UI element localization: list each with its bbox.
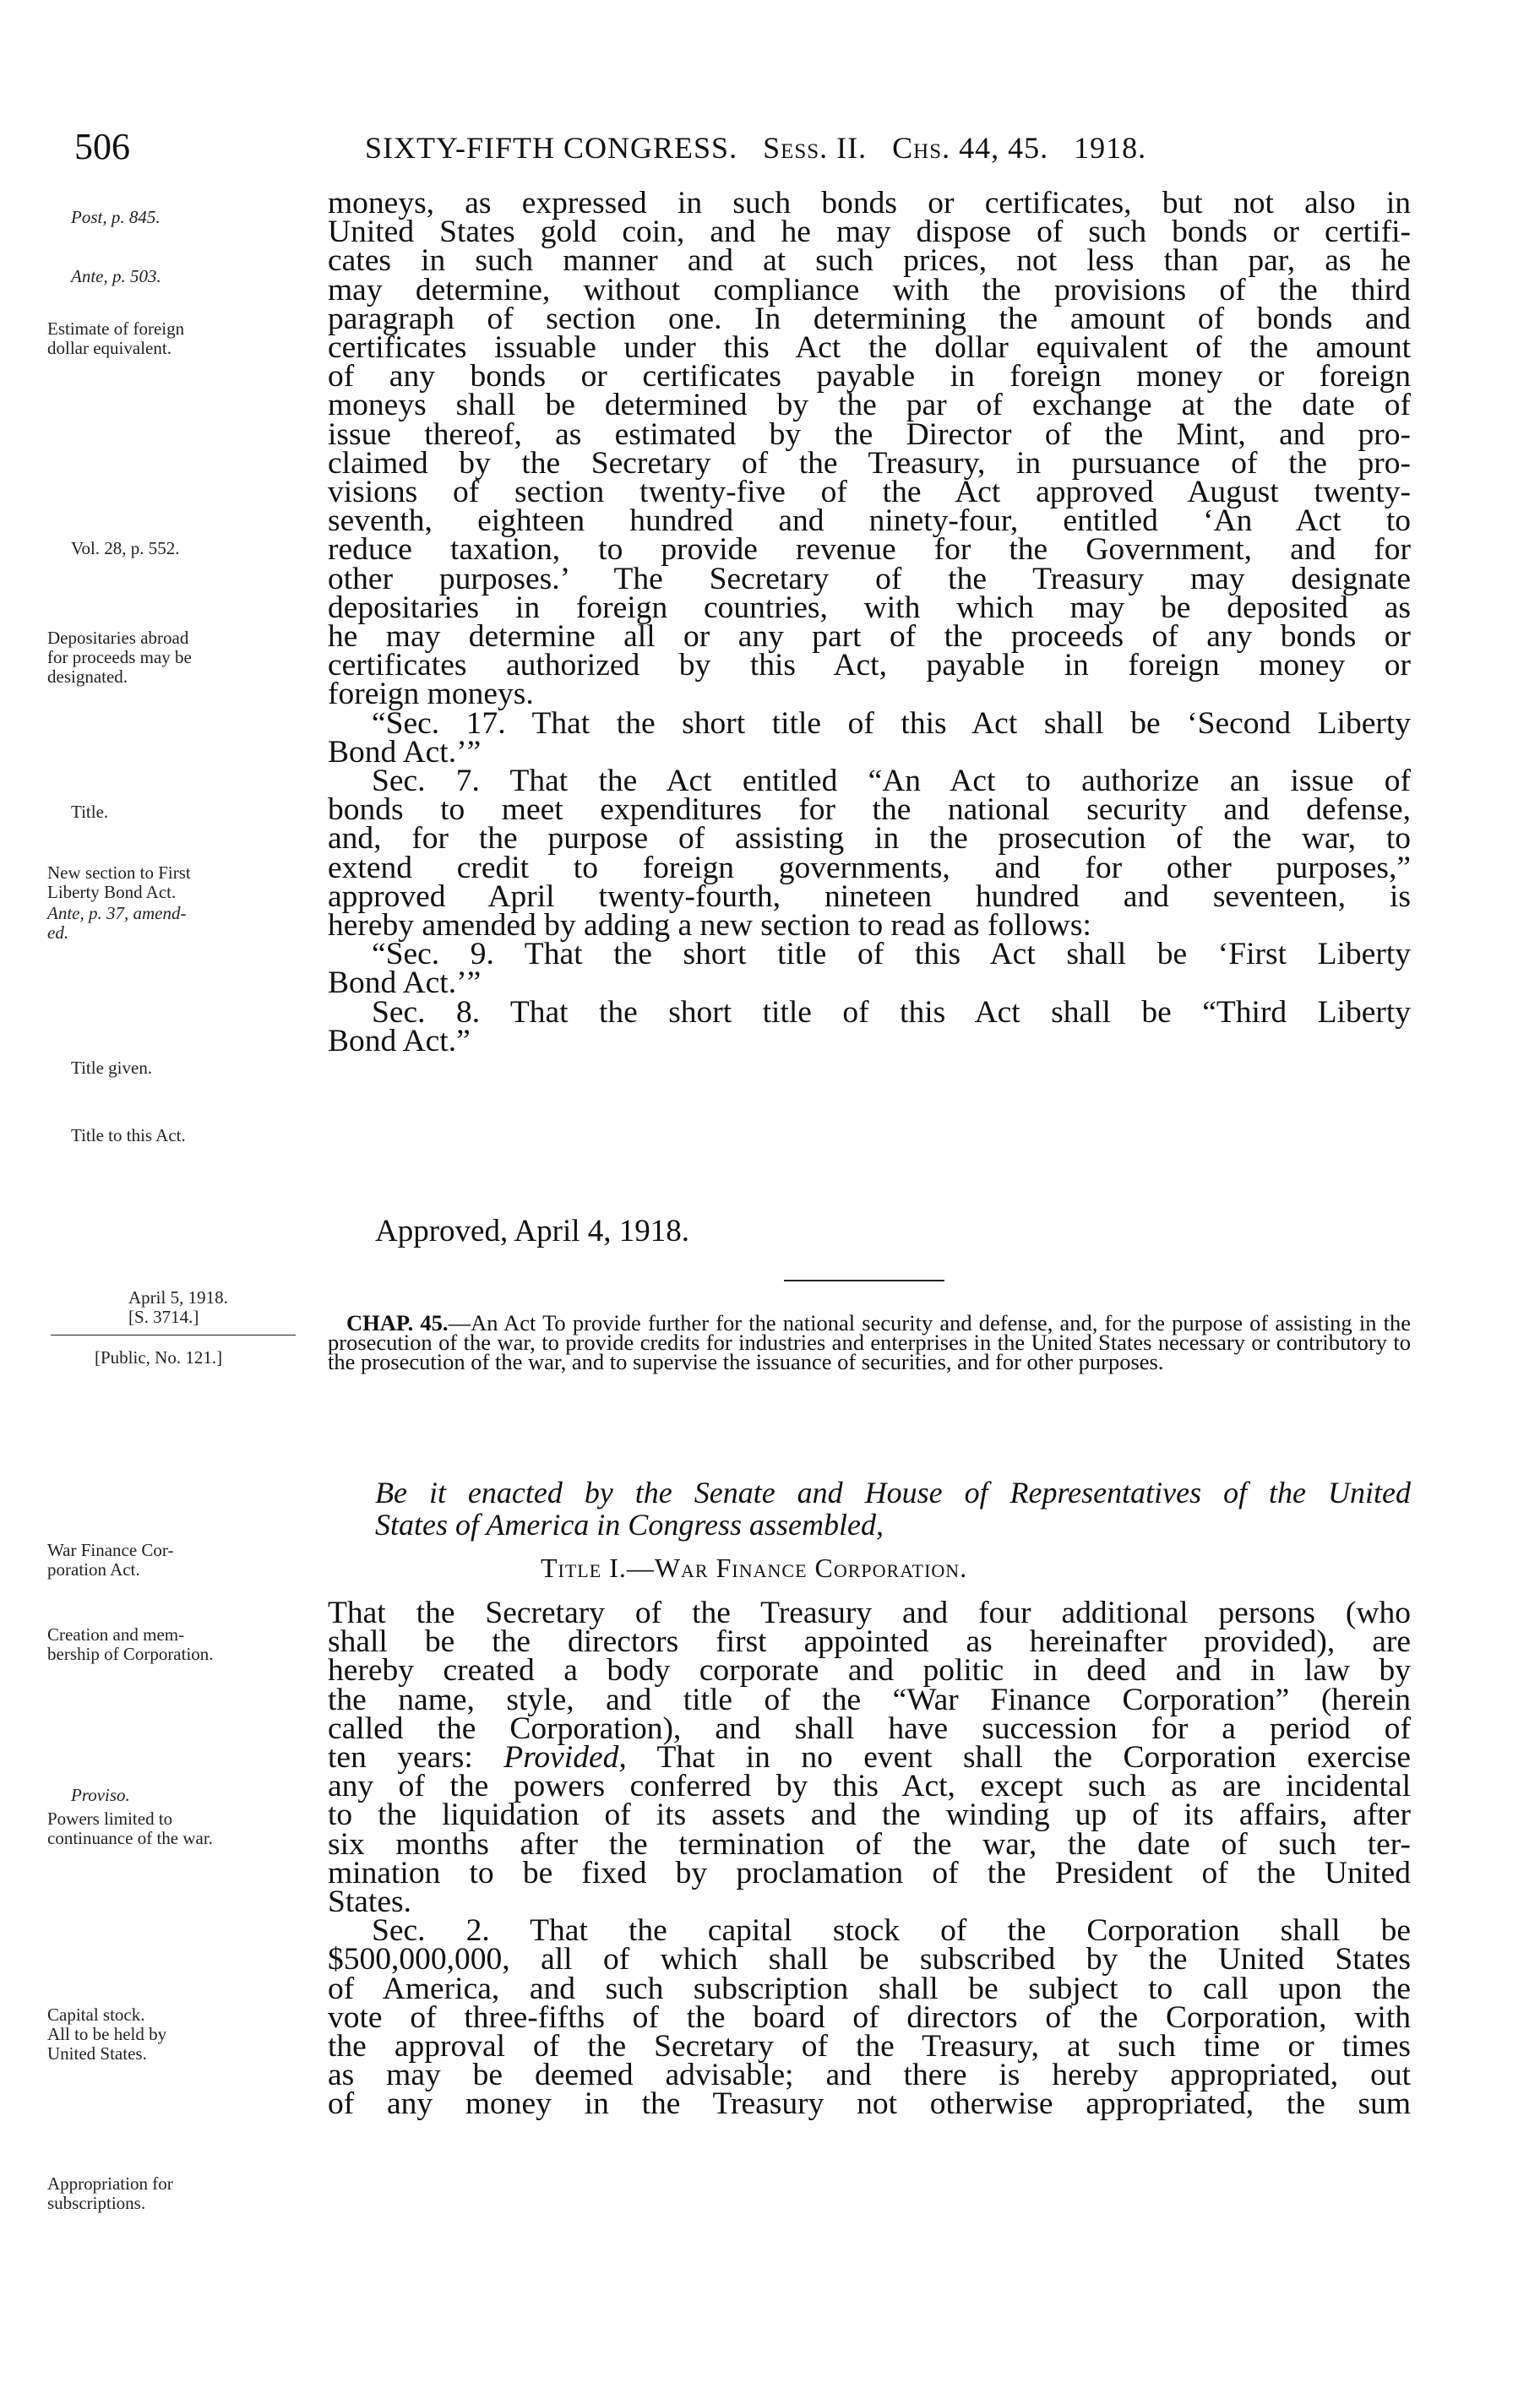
text-line: cates in such manner and at such prices, not less than par, as he xyxy=(328,243,1411,279)
page-header xyxy=(74,125,1418,176)
text-line: the name, style, and title of the “War Finance Corporation” (herein xyxy=(328,1682,1411,1717)
enacting-line: States of America in Congress assembled, xyxy=(375,1508,884,1542)
text-line: mination to be fixed by proclamation of the President of the United xyxy=(328,1855,1411,1890)
enacting-line: Be it enacted by the Senate and House of Representatives of the United xyxy=(375,1476,1411,1509)
chapter-title: —An Act To provide further for the national security and defense, and, for the purpose of assisting in the prosecution of the war, to provide credits for industries and enterprises in the United States necessary or contributory to the prosecution of the war, and to supervise the issuance of securities, and for other purposes. xyxy=(328,1310,1411,1374)
margin-note-powers-limited: Powers limited to continuance of the war. xyxy=(47,1809,213,1848)
section-17-line: “Sec. 17. That the short title of this Act shall be ‘Second Liberty xyxy=(372,705,1411,741)
running-head-year: 1918. xyxy=(1074,131,1147,165)
section-7-line: approved April twenty-fourth, nineteen hundred and seventeen, is xyxy=(328,879,1411,914)
section-8-line: Sec. 8. That the short title of this Act shall be “Third Liberty xyxy=(372,994,1411,1030)
margin-note-post: Post, p. 845. xyxy=(71,207,161,227)
section-2-line: the approval of the Secretary of the Treasury, at such time or times xyxy=(328,2029,1411,2064)
section-9-line: Bond Act.’” xyxy=(328,966,482,1001)
running-head xyxy=(365,130,1146,166)
text-line: certificates issuable under this Act the dollar equivalent of the amount xyxy=(328,330,1411,366)
text-line: any of the powers conferred by this Act, except such as are incidental xyxy=(328,1769,1411,1804)
section-7-line: and, for the purpose of assisting in the prosecution of the war, to xyxy=(328,821,1411,857)
text-line: may determine, without compliance with the provisions of the third xyxy=(328,272,1411,307)
margin-note-new-section: New section to First Liberty Bond Act. xyxy=(47,862,191,902)
section-2-line: of any money in the Treasury not otherwise appropriated, the sum xyxy=(328,2086,1411,2122)
text-line: shall be the directors first appointed as hereinafter provided), are xyxy=(328,1624,1411,1660)
margin-note-proviso: Proviso. xyxy=(71,1785,130,1805)
text-line: issue thereof, as estimated by the Director of the Mint, and pro- xyxy=(328,416,1411,452)
margin-note-estimate: Estimate of foreign dollar equivalent. xyxy=(47,318,185,358)
text-line: United States gold coin, and he may dispose of such bonds or certifi- xyxy=(328,215,1411,250)
section-7-line: extend credit to foreign governments, and for other purposes,” xyxy=(328,850,1411,885)
running-head-chapters: Chs. 44, 45. xyxy=(892,131,1049,165)
section-8-line: Bond Act.” xyxy=(328,1023,471,1058)
margin-note-ante-amended: Ante, p. 37, amend- ed. xyxy=(47,903,187,943)
margin-note-title-to-act: Title to this Act. xyxy=(71,1125,186,1145)
section-7-line: bonds to meet expenditures for the national security and defense, xyxy=(328,792,1411,828)
page-number: 506 xyxy=(74,126,130,167)
margin-note-capital-stock: Capital stock. All to be held by United States. xyxy=(47,2005,167,2064)
text-line: reduce taxation, to provide revenue for the Government, and for xyxy=(328,532,1411,568)
text-line: paragraph of section one. In determining the amount of bonds and xyxy=(328,301,1411,336)
text-line: hereby created a body corporate and politic in deed and in law by xyxy=(328,1653,1411,1689)
text-line: claimed by the Secretary of the Treasury, in pursuance of the pro- xyxy=(328,445,1411,481)
text-segment: ten years: xyxy=(328,1740,473,1776)
running-head-session: Sess. II. xyxy=(763,131,868,165)
title-heading: Title I.—War Finance Corporation. xyxy=(541,1553,968,1583)
margin-note-vol: Vol. 28, p. 552. xyxy=(71,538,180,558)
text-line: depositaries in foreign countries, with which may be deposited as xyxy=(328,590,1411,625)
text-line: States. xyxy=(328,1885,411,1920)
text-line: seventh, eighteen hundred and ninety-four, entitled ‘An Act to xyxy=(328,503,1411,539)
text-line: moneys, as expressed in such bonds or certificates, but not also in xyxy=(328,186,1411,220)
margin-note-appropriation: Appropriation for subscriptions. xyxy=(47,2173,173,2213)
section-7-line: Sec. 7. That the Act entitled “An Act to authorize an issue of xyxy=(372,764,1411,799)
margin-note-creation: Creation and mem- bership of Corporation. xyxy=(47,1624,214,1664)
section-2-line: as may be deemed advisable; and there is hereby appropriated, out xyxy=(328,2058,1411,2093)
margin-note-ante: Ante, p. 503. xyxy=(71,266,161,286)
section-2-line: $500,000,000, all of which shall be subscribed by the United States xyxy=(328,1942,1411,1977)
text-line: moneys shall be determined by the par of exchange at the date of xyxy=(328,388,1411,423)
section-7-line: hereby amended by adding a new section to read as follows: xyxy=(328,908,1091,944)
approval-date: Approved, April 4, 1918. xyxy=(375,1214,690,1248)
section-divider xyxy=(784,1280,944,1281)
text-line: of any bonds or certificates payable in foreign money or foreign xyxy=(328,359,1411,394)
paragraph-creation xyxy=(328,1596,1412,2122)
text-line: other purposes.’ The Secretary of the Treasury may designate xyxy=(328,561,1411,596)
margin-note-war-finance: War Finance Cor- poration Act. xyxy=(47,1540,174,1580)
text-line: six months after the termination of the war, the date of such ter- xyxy=(328,1826,1411,1862)
chapter-number: CHAP. 45. xyxy=(346,1310,449,1335)
text-line: foreign moneys. xyxy=(328,677,534,712)
chapter-heading xyxy=(328,1310,1411,1374)
section-9-line: “Sec. 9. That the short title of this Act shall be ‘First Liberty xyxy=(372,937,1411,972)
text-line-proviso xyxy=(328,1740,1412,1776)
text-line: visions of section twenty-five of the Act approved August twenty- xyxy=(328,475,1411,510)
text-line: to the liquidation of its assets and the winding up of its affairs, after xyxy=(328,1798,1411,1833)
margin-note-public-no: [Public, No. 121.] xyxy=(95,1347,223,1368)
margin-note-title-given: Title given. xyxy=(71,1058,153,1078)
margin-note-date-block: April 5, 1918. [S. 3714.] xyxy=(128,1287,228,1327)
text-segment: That in no event shall the Corporation exercise xyxy=(656,1740,1412,1776)
text-line: That the Secretary of the Treasury and four additional persons (who xyxy=(328,1596,1411,1630)
running-head-congress: SIXTY-FIFTH CONGRESS. xyxy=(365,131,738,165)
text-line: called the Corporation), and shall have succession for a period of xyxy=(328,1711,1411,1746)
section-17-line: Bond Act.’” xyxy=(328,734,482,770)
text-line: certificates authorized by this Act, payable in foreign money or xyxy=(328,648,1411,683)
enacting-clause xyxy=(375,1477,1411,1541)
text-line: he may determine all or any part of the proceeds of any bonds or xyxy=(328,619,1411,655)
section-2-line: vote of three-fifths of the board of directors of the Corporation, with xyxy=(328,1999,1411,2035)
proviso-word: Provided, xyxy=(503,1740,627,1776)
paragraph-continuation xyxy=(328,186,1411,1058)
margin-note-depositaries: Depositaries abroad for proceeds may be designated. xyxy=(47,628,192,687)
section-2-line: Sec. 2. That the capital stock of the Corporation shall be xyxy=(372,1913,1411,1949)
section-2-line: of America, and such subscription shall be subject to call upon the xyxy=(328,1971,1411,2006)
margin-note-title: Title. xyxy=(71,802,109,822)
